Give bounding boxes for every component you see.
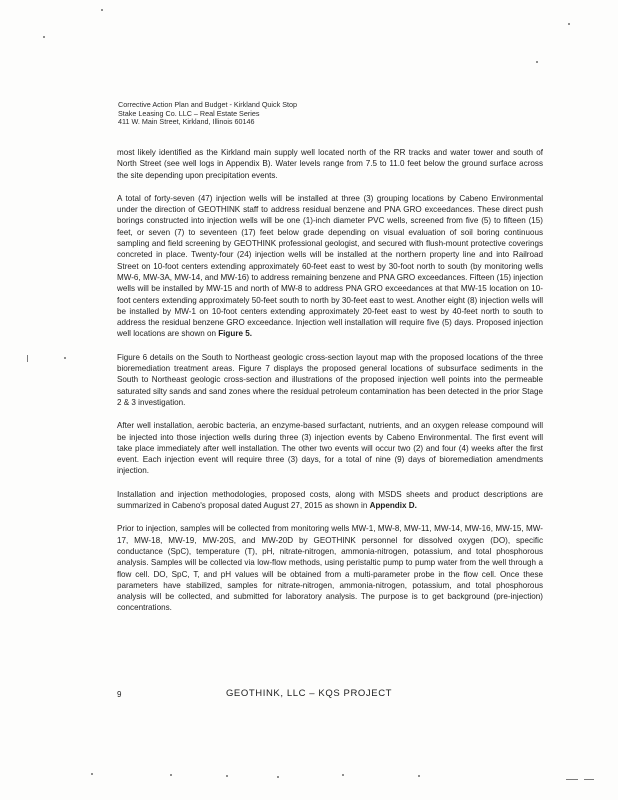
scan-edge-mark [566, 779, 578, 780]
paragraph-cross-section: Figure 6 details on the South to Northeast geologic cross-section layout map with the proposed locations of the three bioremediation treatment areas. Figure 7 displays the proposed general locations of subsurface sediments in the South to Northeast geologic cross-section and illustrations of the proposed injection well points into the permeable saturated silty sands and sand zones where the residual petroleum contamination has been detected in the prior Stage 2 & 3 investigation. [117, 352, 543, 407]
scan-speck [64, 357, 66, 359]
footer-title: GEOTHINK, LLC – KQS PROJECT [225, 688, 393, 699]
scan-speck [536, 61, 538, 63]
scan-speck [91, 773, 93, 775]
scan-speck [101, 9, 103, 11]
paragraph-injection-wells [117, 193, 543, 340]
paragraph-water-levels: most likely identified as the Kirkland main supply well located north of the RR tracks and water tower and south of North Street (see well logs in Appendix B). Water levels range from 7.5 to 11.0 feet below the ground surface across the site depending upon precipitation events. [117, 148, 543, 180]
header-line-company: Stake Leasing Co. LLC – Real Estate Series [118, 108, 260, 118]
scan-speck [568, 23, 570, 25]
scan-speck [277, 776, 279, 778]
scan-speck [342, 774, 344, 776]
paragraph-sampling: Prior to injection, samples will be collected from monitoring wells MW-1, MW-8, MW-11, MW-14, MW-16, MW-15, MW-17, MW-18, MW-19, MW-20S, and MW-20D by GEOTHINK personnel for dissolved oxygen (DO), specific conductance (SpC), temperature (T), pH, nitrate-nitrogen, ammonia-nitrogen, potassium, and total phosphorous analysis. Samples will be collected via low-flow methods, using peristaltic pump to pump water from the well through a flow cell. DO, SpC, T, and pH values will be obtained from a multi-parameter probe in the flow cell. Once these parameters have stabilized, samples for nitrate-nitrogen, ammonia-nitrogen, potassium, and total phosphorous analysis will be collected, and submitted for laboratory analysis. The purpose is to get background (pre-injection) concentrations. [117, 524, 543, 613]
document-header [118, 101, 538, 127]
figure-5-reference: Figure 5. [218, 329, 252, 339]
scan-speck [226, 775, 228, 777]
paragraph-methodologies-text: Installation and injection methodologies, proposed costs, along with MSDS sheets and product descriptions are summarized in Cabeno's proposal dated August 27, 2015 as shown in [117, 489, 543, 511]
header-line-project: Corrective Action Plan and Budget - Kirkland Quick Stop [118, 100, 297, 109]
paragraph-injection-wells-text: A total of forty-seven (47) injection wells will be installed at three (3) grouping locations by Cabeno Environmental under the direction of GEOTHINK staff to address residual benzene and PNA GRO exceedances. These direct push borings constructed into injection wells will be one (1)-inch diameter PVC wells, screened from five (5) to fifteen (15) feet, or seven (7) to seventeen (17) feet below grade depending on visual evaluation of soil boring continuous sampling and field screening by GEOTHINK professional geologist, and secured with flush-mount protective coverings concreted in place. Twenty-four (24) injection wells will be installed at the northern property line and into Railroad Street on 10-foot centers extending approximately 60-feet east to west by 30-foot north to south (by monitoring wells MW-6, MW-3A, MW-14, and MW-16) to address remaining benzene and PNA GRO exceedances. Fifteen (15) injection wells will be installed by MW-15 and north of MW-8 to address PNA GRO exceedances at that MW-15 location on 10-foot centers extending approximately 50-feet south to north by 30-feet east to west. Another eight (8) injection wells will be installed by MW-1 on 10-foot centers extending approximately 20-feet east to west by 40-feet north to south to address the residual benzene GRO exceedance. Injection well installation will require five (5) days. Proposed injection well locations are shown on [117, 193, 543, 339]
paragraph-injection-events: After well installation, aerobic bacteria, an enzyme-based surfactant, nutrients, and an oxygen release compound will be injected into those injection wells during three (3) injection events by Cabeno Environmental. The first event will take place immediately after well installation. The other two events will occur two (2) and four (4) weeks after the first event. Each injection event will require three (3) days, for a total of nine (9) days of bioremediation amendments injection. [117, 421, 543, 476]
appendix-d-reference: Appendix D. [369, 501, 417, 511]
header-line-address: 411 W. Main Street, Kirkland, Illinois 60146 [118, 117, 255, 127]
page-number: 9 [117, 690, 122, 699]
scan-edge-mark [27, 355, 28, 362]
scan-speck [418, 775, 420, 777]
scan-speck [170, 774, 172, 776]
scan-edge-mark [584, 779, 594, 780]
scan-speck [43, 36, 45, 38]
document-body [117, 147, 543, 626]
paragraph-methodologies [117, 489, 543, 512]
